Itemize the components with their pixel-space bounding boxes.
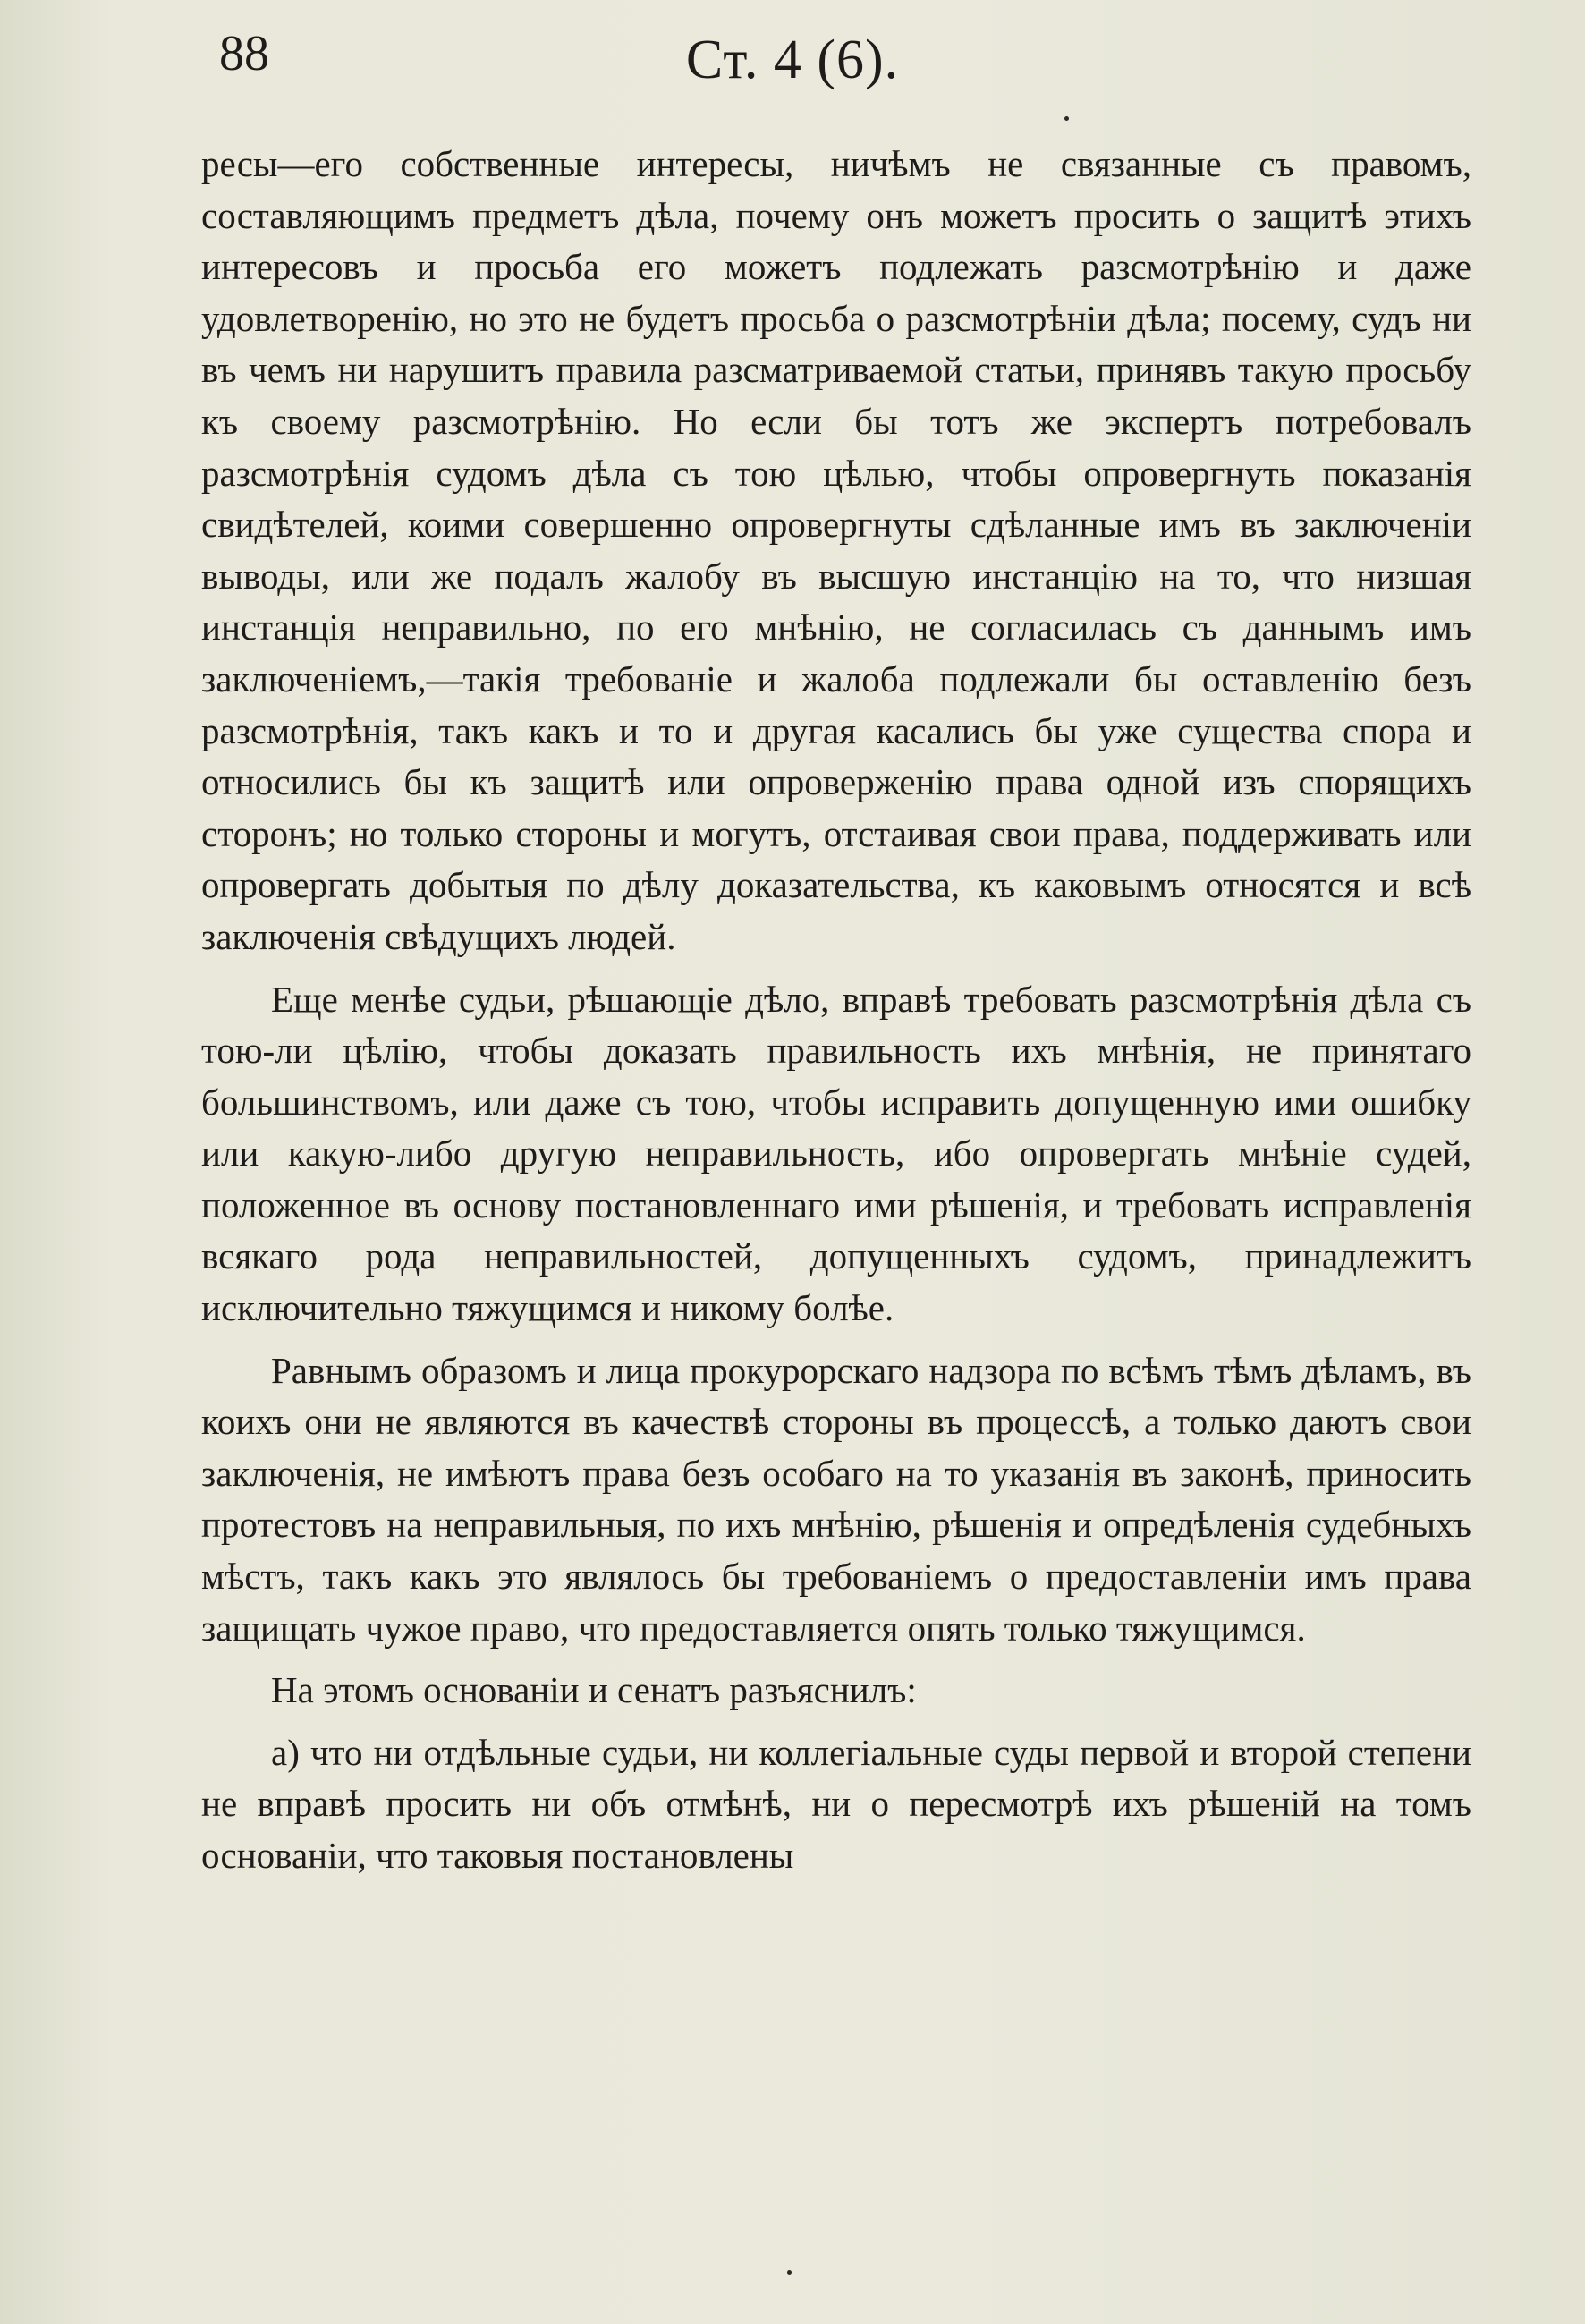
page-number: 88 (219, 26, 269, 81)
running-head: Ст. 4 (6). (685, 30, 900, 90)
paragraph-senate: На этомъ основаніи и сенатъ разъяснилъ: (271, 1669, 917, 1711)
paragraph-item-a: а) что ни отдѣльные судьи, ни коллегіальные суды первой и второй степени не вправѣ просить ни объ отмѣнѣ, ни о пересмотрѣ ихъ рѣшеній на томъ основаніи, что таковыя постановлены (201, 1731, 1471, 1876)
print-speck (787, 2270, 792, 2275)
print-speck (1064, 116, 1069, 121)
paragraph-prosecutors: Равнымъ образомъ и лица прокурорскаго надзора по всѣмъ тѣмъ дѣламъ, въ коихъ они не являются въ качествѣ стороны въ процессѣ, а только даютъ свои заключенія, не имѣютъ права безъ особаго на то указанія въ законѣ, приносить протестовъ на неправильныя, по ихъ мнѣнію, рѣшенія и опредѣленія судебныхъ мѣстъ, такъ какъ это являлось бы требованіемъ о предоставленіи имъ права защищать чужое право, что предоставляется опять только тяжущимся. (201, 1349, 1471, 1649)
paragraph-continuation: ресы—его собственные интересы, ничѣмъ не связанные съ правомъ, составляющимъ предметъ дѣла, почему онъ можетъ просить о защитѣ этихъ интересовъ и просьба его можетъ подлежать разсмотрѣнію и даже удовлетворенію, но это не будетъ просьба о разсмотрѣніи дѣла; посему, судъ ни въ чемъ ни нарушитъ правила разсматриваемой статьи, принявъ такую просьбу къ своему разсмотрѣнію. Но если бы тотъ же экспертъ потребовалъ разсмотрѣнія судомъ дѣла съ тою цѣлью, чтобы опровергнуть показанія свидѣтелей, коими совершенно опровергнуты сдѣланные имъ въ заключеніи выводы, или же подалъ жалобу въ высшую инстанцію на то, что низшая инстанція неправильно, по его мнѣнію, не согласилась съ даннымъ имъ заключеніемъ,—такія требованіе и жалоба подлежали бы оставленію безъ разсмотрѣнія, такъ какъ и то и другая касались бы уже существа спора и относились бы къ защитѣ или опроверженію права одной изъ спорящихъ сторонъ; но только стороны и могутъ, отстаивая свои права, поддерживать или опровергать добытыя по дѣлу доказательства, къ каковымъ относятся и всѣ заключенія свѣдущихъ людей. (201, 143, 1471, 957)
body-text (201, 139, 1471, 1893)
paragraph-judges: Еще менѣе судьи, рѣшающіе дѣло, вправѣ требовать разсмотрѣнія дѣла съ тою-ли цѣлію, чтобы доказать правильность ихъ мнѣнія, не принятаго большинствомъ, или даже съ тою, чтобы исправить допущенную ими ошибку или какую-либо другую неправильность, ибо опровергать мнѣніе судей, положенное въ основу постановленнаго ими рѣшенія, и требовать исправленія всякаго рода неправильностей, допущенныхъ судомъ, принадлежитъ исключительно тяжущимся и никому болѣе. (201, 978, 1471, 1329)
